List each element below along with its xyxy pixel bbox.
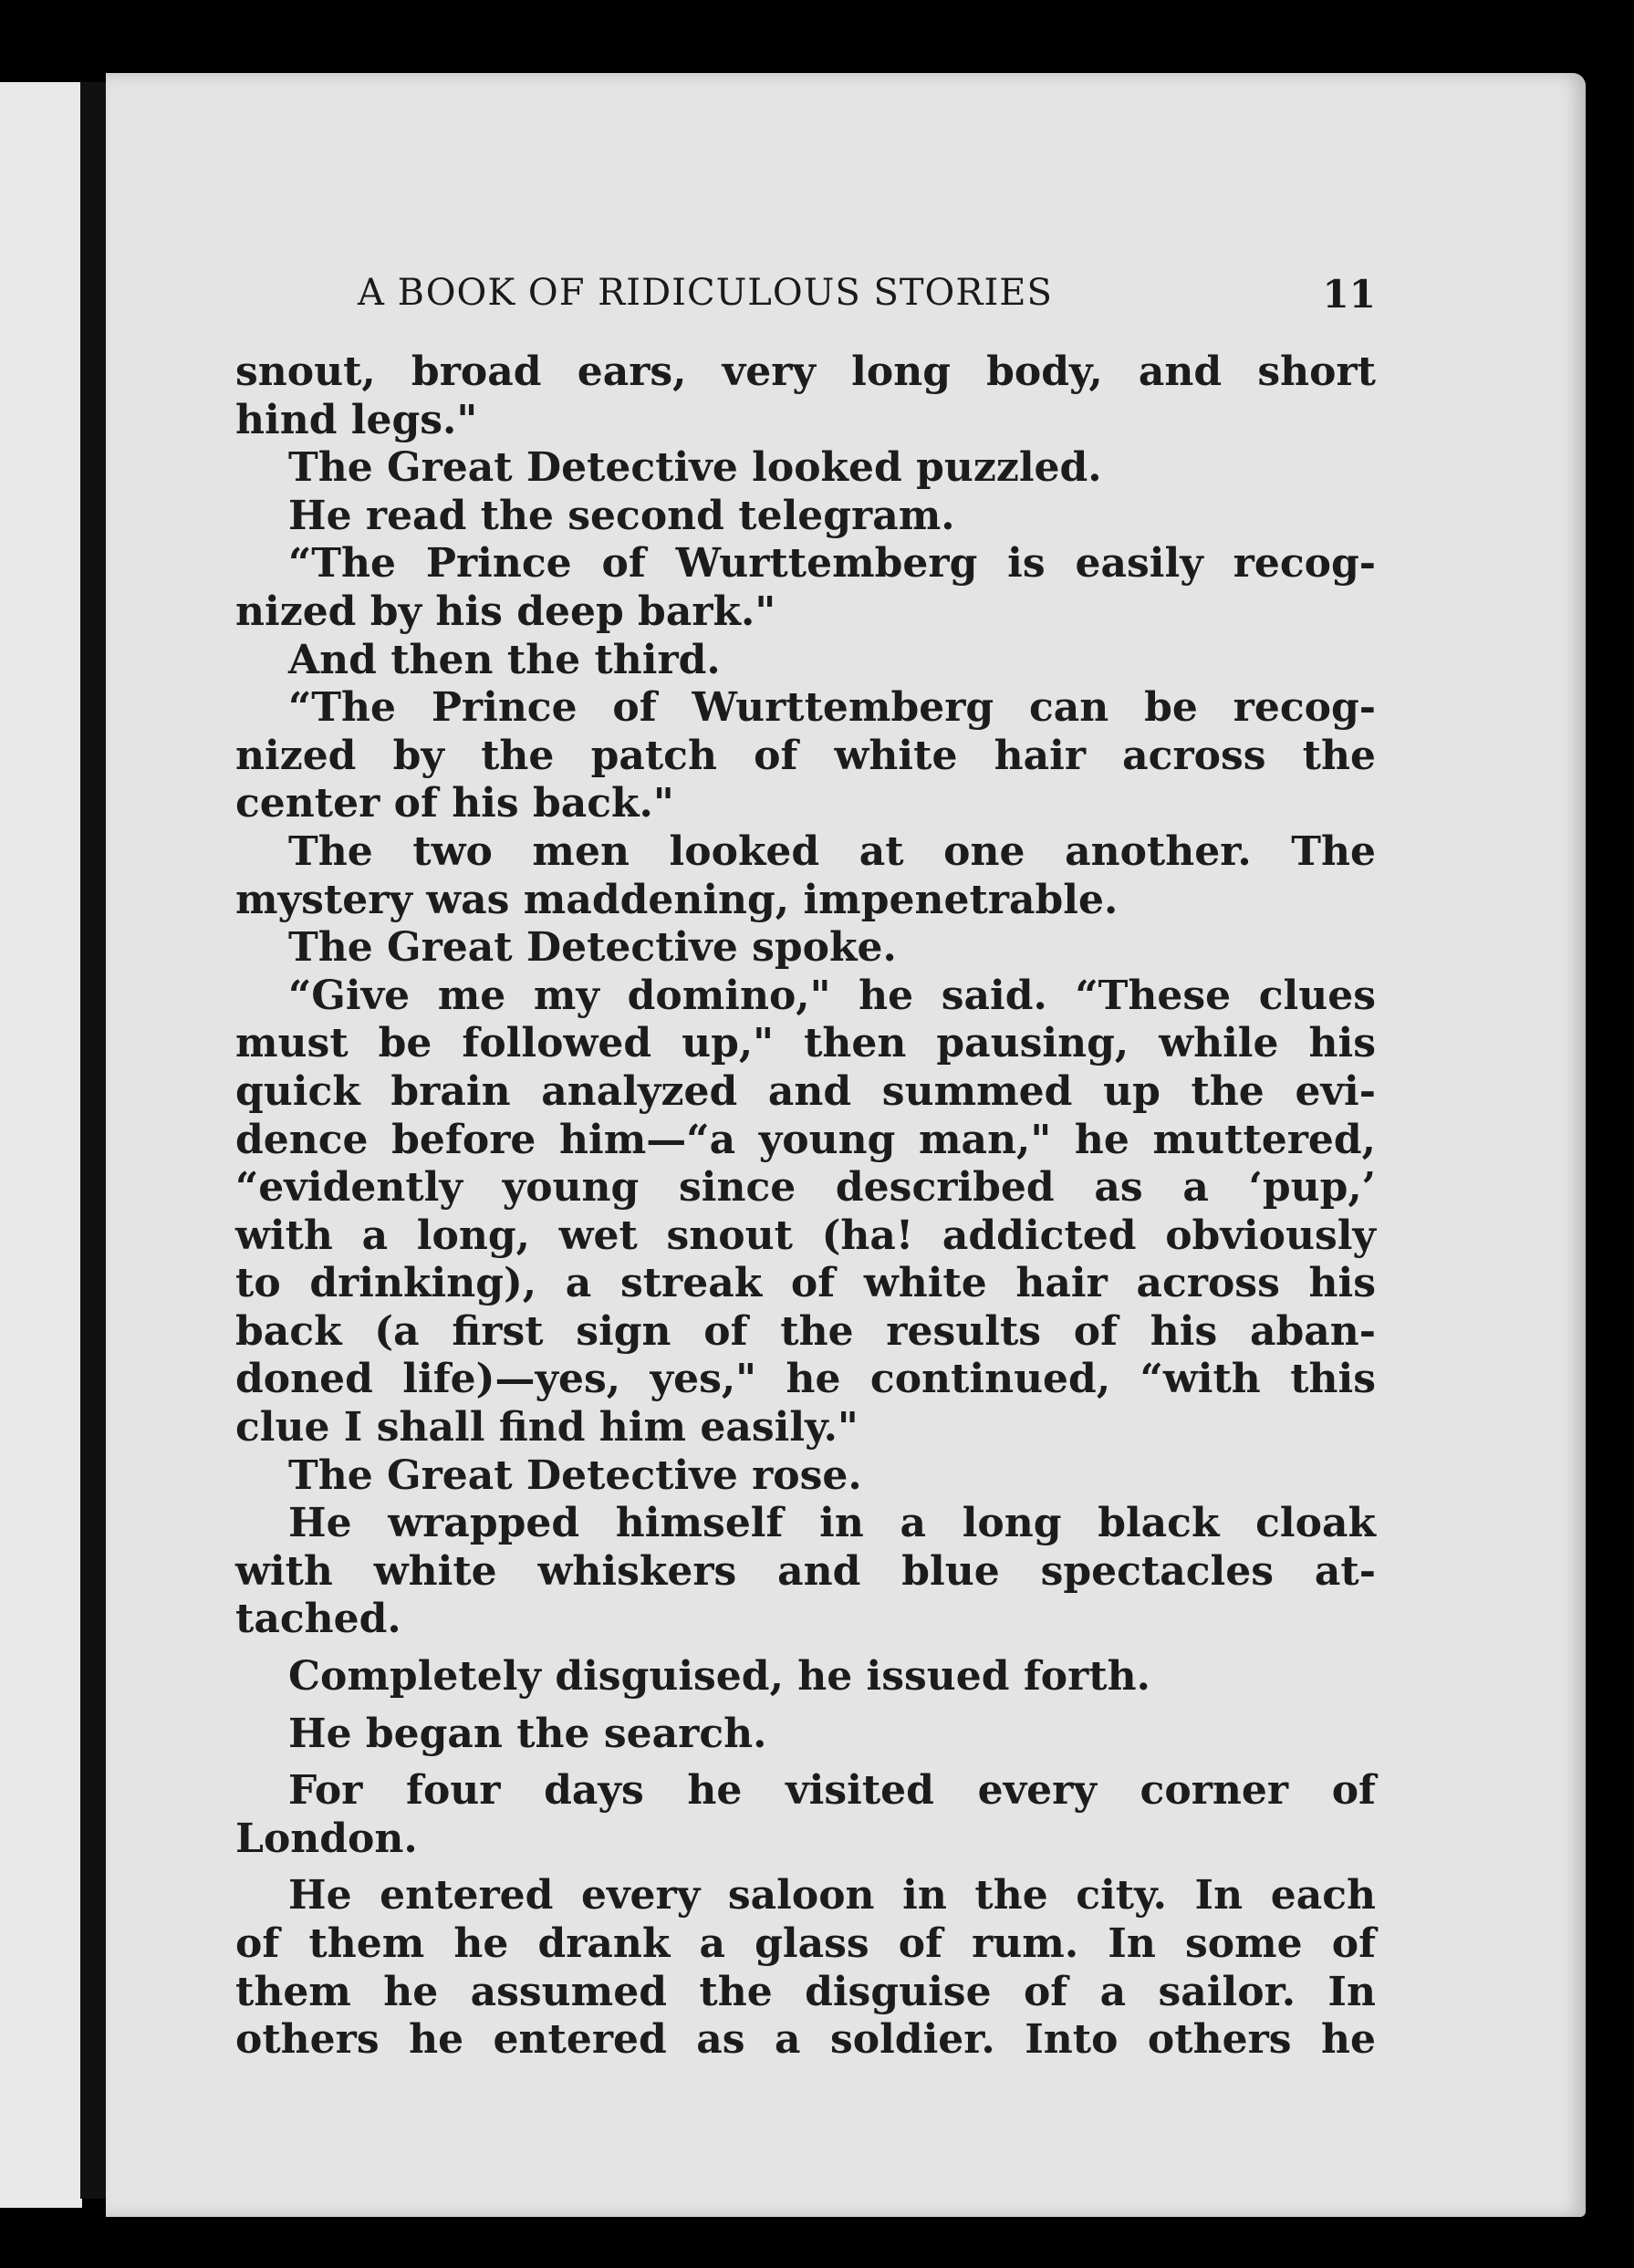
text-line: clue I shall find him easily." [235, 1404, 859, 1451]
text-line: with a long, wet snout (ha! addicted obviously [235, 1212, 1376, 1259]
text-line: He entered every saloon in the city. In each [288, 1872, 1376, 1919]
page-header [245, 272, 1376, 319]
text-line: “The Prince of Wurttemberg can be recog- [288, 684, 1376, 732]
facing-page-edge [0, 82, 82, 2208]
text-line: London. [235, 1815, 418, 1862]
text-line: The Great Detective spoke. [288, 924, 897, 972]
text-line: “Give me my domino," he said. “These clues [288, 972, 1376, 1019]
text-line: He read the second telegram. [288, 492, 955, 539]
text-line: center of his back." [235, 780, 674, 827]
text-line: tached. [235, 1596, 401, 1643]
text-line: them he assumed the disguise of a sailor. In [235, 1968, 1376, 2015]
page-body-text [235, 349, 1376, 2065]
book-spine [80, 82, 106, 2199]
text-line: of them he drank a glass of rum. In some of [235, 1920, 1376, 1967]
text-line: must be followed up," then pausing, while his [235, 1020, 1376, 1067]
text-line: hind legs." [235, 396, 478, 443]
text-line: back (a first sign of the results of his aban- [235, 1307, 1376, 1355]
text-line: with white whiskers and blue spectacles at- [235, 1547, 1376, 1595]
text-line: dence before him—“a young man," he muttered, [235, 1116, 1376, 1163]
page-number: 11 [1322, 272, 1376, 317]
text-line: nized by his deep bark." [235, 588, 776, 635]
text-line: “evidently young since described as a ‘pup,’ [235, 1164, 1376, 1212]
text-line: The Great Detective rose. [288, 1451, 862, 1499]
text-line: He began the search. [288, 1710, 767, 1757]
text-line: snout, broad ears, very long body, and short [235, 349, 1376, 395]
text-line: Completely disguised, he issued forth. [288, 1653, 1150, 1701]
running-title: A BOOK OF RIDICULOUS STORIES [358, 272, 1053, 314]
text-line: The two men looked at one another. The [288, 827, 1376, 875]
text-line: doned life)—yes, yes," he continued, “with this [235, 1356, 1376, 1403]
text-line: quick brain analyzed and summed up the evi- [235, 1067, 1376, 1115]
text-line: And then the third. [288, 636, 721, 683]
text-line: “The Prince of Wurttemberg is easily recog- [288, 540, 1376, 588]
text-line: For four days he visited every corner of [288, 1767, 1376, 1815]
text-line: others he entered as a soldier. Into others he [235, 2016, 1376, 2064]
text-line: nized by the patch of white hair across the [235, 732, 1376, 779]
text-line: The Great Detective looked puzzled. [288, 444, 1102, 492]
text-line: mystery was maddening, impenetrable. [235, 876, 1119, 923]
text-line: to drinking), a streak of white hair across his [235, 1260, 1376, 1307]
text-line: He wrapped himself in a long black cloak [288, 1500, 1376, 1547]
